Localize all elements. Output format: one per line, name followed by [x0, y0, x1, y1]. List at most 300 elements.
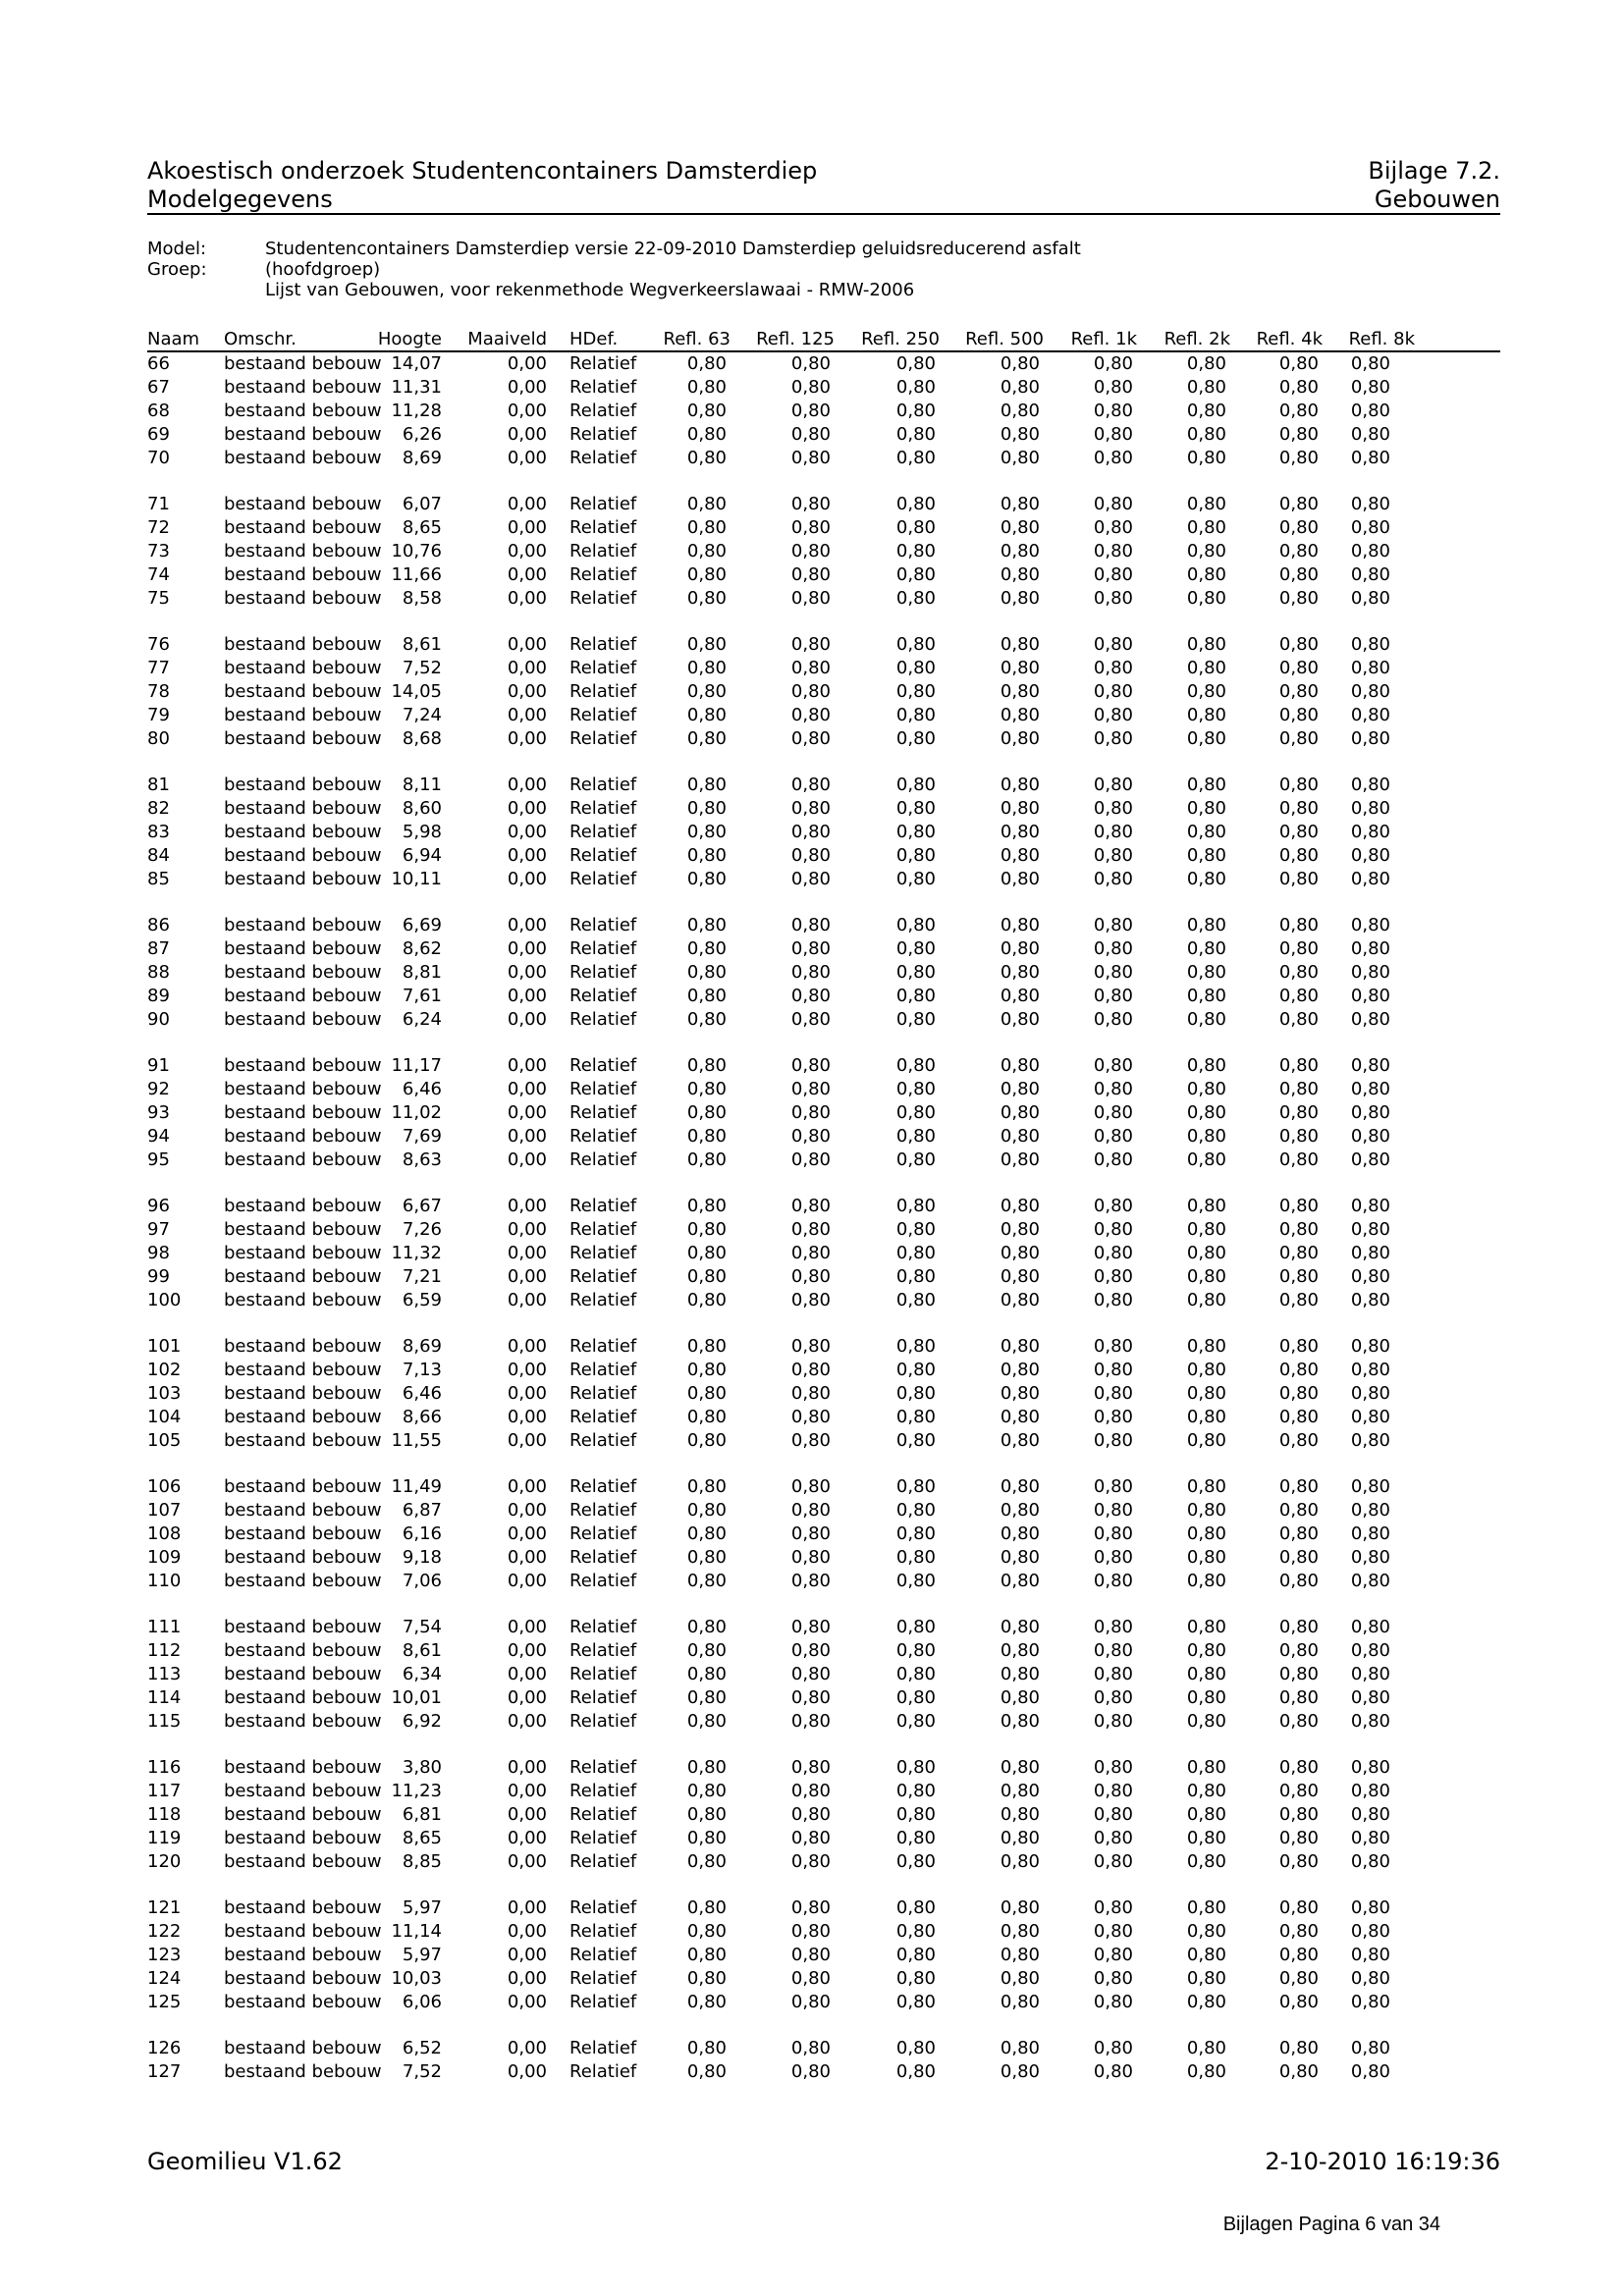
refl-2k-cell: 0,80 [1186, 938, 1226, 959]
column-header-naam: Naam [147, 329, 200, 349]
refl-1k-cell: 0,80 [1093, 1781, 1133, 1801]
refl-4k-cell: 0,80 [1278, 681, 1319, 702]
group-label: Groep: [147, 259, 207, 280]
hoogte-cell: 8,85 [402, 1851, 442, 1872]
refl-125-cell: 0,80 [790, 774, 831, 795]
refl-4k-cell: 0,80 [1278, 1897, 1319, 1918]
omschr-cell: bestaand bebouw [224, 1383, 382, 1404]
hdef-cell: Relatief [569, 400, 637, 421]
refl-63-cell: 0,80 [686, 1383, 727, 1404]
naam-cell: 66 [147, 353, 170, 374]
naam-cell: 74 [147, 564, 170, 585]
refl-4k-cell: 0,80 [1278, 1851, 1319, 1872]
refl-4k-cell: 0,80 [1278, 1992, 1319, 2012]
refl-500-cell: 0,80 [1000, 400, 1040, 421]
refl-2k-cell: 0,80 [1186, 1523, 1226, 1544]
column-header-hoogte: Hoogte [377, 329, 442, 349]
refl-500-cell: 0,80 [1000, 1897, 1040, 1918]
naam-cell: 114 [147, 1687, 182, 1708]
table-row [147, 1054, 1500, 1078]
naam-cell: 108 [147, 1523, 182, 1544]
refl-125-cell: 0,80 [790, 1781, 831, 1801]
table-row [147, 868, 1500, 891]
refl-500-cell: 0,80 [1000, 845, 1040, 866]
refl-500-cell: 0,80 [1000, 1055, 1040, 1076]
refl-8k-cell: 0,80 [1350, 1804, 1390, 1825]
document-subtitle: Modelgegevens [147, 186, 333, 213]
refl-63-cell: 0,80 [686, 634, 727, 655]
hoogte-cell: 6,59 [402, 1290, 442, 1310]
refl-8k-cell: 0,80 [1350, 1547, 1390, 1568]
hoogte-cell: 8,62 [402, 938, 442, 959]
table-row [147, 1896, 1500, 1920]
refl-63-cell: 0,80 [686, 1897, 727, 1918]
refl-500-cell: 0,80 [1000, 1407, 1040, 1427]
refl-8k-cell: 0,80 [1350, 1243, 1390, 1263]
refl-1k-cell: 0,80 [1093, 1290, 1133, 1310]
hdef-cell: Relatief [569, 541, 637, 561]
hdef-cell: Relatief [569, 1523, 637, 1544]
refl-250-cell: 0,80 [895, 1757, 936, 1778]
refl-2k-cell: 0,80 [1186, 1360, 1226, 1380]
refl-125-cell: 0,80 [790, 1523, 831, 1544]
table-row [147, 1335, 1500, 1359]
omschr-cell: bestaand bebouw [224, 1290, 382, 1310]
refl-1k-cell: 0,80 [1093, 1383, 1133, 1404]
buildings-table [147, 329, 1500, 2084]
refl-4k-cell: 0,80 [1278, 1196, 1319, 1216]
refl-2k-cell: 0,80 [1186, 1336, 1226, 1357]
hdef-cell: Relatief [569, 1640, 637, 1661]
hoogte-cell: 7,06 [402, 1571, 442, 1591]
refl-125-cell: 0,80 [790, 1664, 831, 1684]
hoogte-cell: 6,24 [402, 1009, 442, 1030]
column-header-refl-500: Refl. 500 [965, 329, 1044, 349]
model-label: Model: [147, 239, 207, 259]
hdef-cell: Relatief [569, 1781, 637, 1801]
refl-500-cell: 0,80 [1000, 1219, 1040, 1240]
refl-125-cell: 0,80 [790, 658, 831, 678]
hoogte-cell: 3,80 [402, 1757, 442, 1778]
maaiveld-cell: 0,00 [507, 1687, 547, 1708]
omschr-cell: bestaand bebouw [224, 1149, 382, 1170]
naam-cell: 105 [147, 1430, 182, 1451]
maaiveld-cell: 0,00 [507, 1640, 547, 1661]
refl-4k-cell: 0,80 [1278, 1102, 1319, 1123]
refl-250-cell: 0,80 [895, 1851, 936, 1872]
refl-4k-cell: 0,80 [1278, 517, 1319, 538]
refl-1k-cell: 0,80 [1093, 1617, 1133, 1637]
model-value: Studentencontainers Damsterdiep versie 22-09-2010 Damsterdiep geluidsreducerend asfalt [265, 239, 1081, 259]
omschr-cell: bestaand bebouw [224, 1079, 382, 1099]
refl-4k-cell: 0,80 [1278, 1055, 1319, 1076]
refl-4k-cell: 0,80 [1278, 494, 1319, 514]
refl-4k-cell: 0,80 [1278, 1571, 1319, 1591]
naam-cell: 104 [147, 1407, 182, 1427]
maaiveld-cell: 0,00 [507, 1079, 547, 1099]
naam-cell: 118 [147, 1804, 182, 1825]
hdef-cell: Relatief [569, 1243, 637, 1263]
table-row [147, 1663, 1500, 1686]
refl-500-cell: 0,80 [1000, 1664, 1040, 1684]
refl-63-cell: 0,80 [686, 1360, 727, 1380]
hoogte-cell: 6,46 [402, 1079, 442, 1099]
maaiveld-cell: 0,00 [507, 1290, 547, 1310]
maaiveld-cell: 0,00 [507, 658, 547, 678]
refl-63-cell: 0,80 [686, 1523, 727, 1544]
naam-cell: 123 [147, 1945, 182, 1965]
refl-4k-cell: 0,80 [1278, 588, 1319, 609]
table-row [147, 1944, 1500, 1967]
omschr-cell: bestaand bebouw [224, 798, 382, 819]
table-row [147, 587, 1500, 611]
refl-1k-cell: 0,80 [1093, 1547, 1133, 1568]
refl-250-cell: 0,80 [895, 845, 936, 866]
refl-63-cell: 0,80 [686, 1266, 727, 1287]
refl-8k-cell: 0,80 [1350, 1992, 1390, 2012]
refl-1k-cell: 0,80 [1093, 2038, 1133, 2058]
naam-cell: 81 [147, 774, 170, 795]
naam-cell: 98 [147, 1243, 170, 1263]
hoogte-cell: 11,31 [391, 377, 442, 398]
hdef-cell: Relatief [569, 915, 637, 935]
refl-2k-cell: 0,80 [1186, 1664, 1226, 1684]
omschr-cell: bestaand bebouw [224, 1757, 382, 1778]
hdef-cell: Relatief [569, 1664, 637, 1684]
refl-2k-cell: 0,80 [1186, 1687, 1226, 1708]
refl-125-cell: 0,80 [790, 681, 831, 702]
hoogte-cell: 7,69 [402, 1126, 442, 1147]
refl-8k-cell: 0,80 [1350, 1055, 1390, 1076]
refl-8k-cell: 0,80 [1350, 541, 1390, 561]
hoogte-cell: 8,81 [402, 962, 442, 983]
refl-500-cell: 0,80 [1000, 681, 1040, 702]
refl-4k-cell: 0,80 [1278, 1266, 1319, 1287]
refl-1k-cell: 0,80 [1093, 774, 1133, 795]
refl-63-cell: 0,80 [686, 681, 727, 702]
refl-1k-cell: 0,80 [1093, 1079, 1133, 1099]
omschr-cell: bestaand bebouw [224, 986, 382, 1006]
omschr-cell: bestaand bebouw [224, 774, 382, 795]
table-row [147, 961, 1500, 985]
naam-cell: 80 [147, 728, 170, 749]
refl-4k-cell: 0,80 [1278, 1757, 1319, 1778]
refl-125-cell: 0,80 [790, 494, 831, 514]
hoogte-cell: 8,66 [402, 1407, 442, 1427]
refl-2k-cell: 0,80 [1186, 564, 1226, 585]
refl-250-cell: 0,80 [895, 1687, 936, 1708]
refl-8k-cell: 0,80 [1350, 1851, 1390, 1872]
hoogte-cell: 5,97 [402, 1897, 442, 1918]
refl-8k-cell: 0,80 [1350, 1126, 1390, 1147]
omschr-cell: bestaand bebouw [224, 728, 382, 749]
refl-8k-cell: 0,80 [1350, 1430, 1390, 1451]
maaiveld-cell: 0,00 [507, 2061, 547, 2082]
naam-cell: 126 [147, 2038, 182, 2058]
refl-2k-cell: 0,80 [1186, 869, 1226, 889]
refl-63-cell: 0,80 [686, 541, 727, 561]
refl-500-cell: 0,80 [1000, 1266, 1040, 1287]
refl-1k-cell: 0,80 [1093, 1243, 1133, 1263]
column-header-maaiveld: Maaiveld [467, 329, 547, 349]
maaiveld-cell: 0,00 [507, 1500, 547, 1521]
maaiveld-cell: 0,00 [507, 1851, 547, 1872]
hoogte-cell: 6,67 [402, 1196, 442, 1216]
refl-8k-cell: 0,80 [1350, 1266, 1390, 1287]
hoogte-cell: 11,28 [391, 400, 442, 421]
refl-4k-cell: 0,80 [1278, 1009, 1319, 1030]
refl-125-cell: 0,80 [790, 1336, 831, 1357]
refl-63-cell: 0,80 [686, 1851, 727, 1872]
refl-500-cell: 0,80 [1000, 1781, 1040, 1801]
naam-cell: 73 [147, 541, 170, 561]
table-row [147, 1803, 1500, 1827]
omschr-cell: bestaand bebouw [224, 517, 382, 538]
column-header-refl-8k: Refl. 8k [1348, 329, 1415, 349]
refl-1k-cell: 0,80 [1093, 1196, 1133, 1216]
hdef-cell: Relatief [569, 1828, 637, 1848]
omschr-cell: bestaand bebouw [224, 1664, 382, 1684]
hoogte-cell: 11,32 [391, 1243, 442, 1263]
refl-250-cell: 0,80 [895, 1945, 936, 1965]
refl-4k-cell: 0,80 [1278, 1126, 1319, 1147]
refl-250-cell: 0,80 [895, 1290, 936, 1310]
refl-8k-cell: 0,80 [1350, 494, 1390, 514]
table-row [147, 914, 1500, 937]
refl-2k-cell: 0,80 [1186, 1711, 1226, 1732]
naam-cell: 77 [147, 658, 170, 678]
refl-250-cell: 0,80 [895, 1383, 936, 1404]
refl-500-cell: 0,80 [1000, 1079, 1040, 1099]
hdef-cell: Relatief [569, 1547, 637, 1568]
refl-250-cell: 0,80 [895, 541, 936, 561]
maaiveld-cell: 0,00 [507, 681, 547, 702]
refl-2k-cell: 0,80 [1186, 1290, 1226, 1310]
refl-1k-cell: 0,80 [1093, 1897, 1133, 1918]
table-row [147, 376, 1500, 400]
naam-cell: 110 [147, 1571, 182, 1591]
table-row [147, 1406, 1500, 1429]
refl-4k-cell: 0,80 [1278, 564, 1319, 585]
refl-250-cell: 0,80 [895, 1126, 936, 1147]
refl-2k-cell: 0,80 [1186, 822, 1226, 842]
refl-250-cell: 0,80 [895, 377, 936, 398]
refl-125-cell: 0,80 [790, 353, 831, 374]
refl-63-cell: 0,80 [686, 1804, 727, 1825]
refl-500-cell: 0,80 [1000, 588, 1040, 609]
hdef-cell: Relatief [569, 822, 637, 842]
refl-63-cell: 0,80 [686, 1664, 727, 1684]
naam-cell: 76 [147, 634, 170, 655]
refl-125-cell: 0,80 [790, 588, 831, 609]
refl-1k-cell: 0,80 [1093, 541, 1133, 561]
maaiveld-cell: 0,00 [507, 1102, 547, 1123]
refl-500-cell: 0,80 [1000, 1547, 1040, 1568]
refl-2k-cell: 0,80 [1186, 1897, 1226, 1918]
hoogte-cell: 5,97 [402, 1945, 442, 1965]
naam-cell: 111 [147, 1617, 182, 1637]
appendix-number: Bijlage 7.2. [1368, 157, 1500, 185]
refl-1k-cell: 0,80 [1093, 1664, 1133, 1684]
refl-125-cell: 0,80 [790, 541, 831, 561]
refl-125-cell: 0,80 [790, 1757, 831, 1778]
refl-2k-cell: 0,80 [1186, 681, 1226, 702]
hdef-cell: Relatief [569, 1266, 637, 1287]
refl-250-cell: 0,80 [895, 353, 936, 374]
naam-cell: 102 [147, 1360, 182, 1380]
refl-4k-cell: 0,80 [1278, 1407, 1319, 1427]
refl-4k-cell: 0,80 [1278, 1149, 1319, 1170]
refl-4k-cell: 0,80 [1278, 424, 1319, 445]
refl-1k-cell: 0,80 [1093, 1711, 1133, 1732]
table-row [147, 1008, 1500, 1032]
refl-125-cell: 0,80 [790, 2061, 831, 2082]
table-row [147, 1382, 1500, 1406]
refl-250-cell: 0,80 [895, 1828, 936, 1848]
hoogte-cell: 6,26 [402, 424, 442, 445]
hdef-cell: Relatief [569, 1407, 637, 1427]
refl-4k-cell: 0,80 [1278, 1243, 1319, 1263]
maaiveld-cell: 0,00 [507, 1523, 547, 1544]
refl-1k-cell: 0,80 [1093, 986, 1133, 1006]
maaiveld-cell: 0,00 [507, 1476, 547, 1497]
refl-8k-cell: 0,80 [1350, 517, 1390, 538]
omschr-cell: bestaand bebouw [224, 1711, 382, 1732]
maaiveld-cell: 0,00 [507, 822, 547, 842]
refl-4k-cell: 0,80 [1278, 448, 1319, 468]
refl-4k-cell: 0,80 [1278, 798, 1319, 819]
refl-250-cell: 0,80 [895, 1781, 936, 1801]
refl-63-cell: 0,80 [686, 1992, 727, 2012]
hdef-cell: Relatief [569, 1992, 637, 2012]
omschr-cell: bestaand bebouw [224, 1547, 382, 1568]
refl-250-cell: 0,80 [895, 1617, 936, 1637]
hdef-cell: Relatief [569, 1617, 637, 1637]
refl-8k-cell: 0,80 [1350, 1336, 1390, 1357]
refl-125-cell: 0,80 [790, 377, 831, 398]
hdef-cell: Relatief [569, 1430, 637, 1451]
refl-1k-cell: 0,80 [1093, 1757, 1133, 1778]
hdef-cell: Relatief [569, 377, 637, 398]
maaiveld-cell: 0,00 [507, 915, 547, 935]
table-row [147, 937, 1500, 961]
refl-1k-cell: 0,80 [1093, 1430, 1133, 1451]
refl-250-cell: 0,80 [895, 1500, 936, 1521]
hoogte-cell: 11,17 [391, 1055, 442, 1076]
table-row [147, 844, 1500, 868]
omschr-cell: bestaand bebouw [224, 845, 382, 866]
table-row [147, 2037, 1500, 2060]
naam-cell: 119 [147, 1828, 182, 1848]
refl-125-cell: 0,80 [790, 705, 831, 725]
maaiveld-cell: 0,00 [507, 2038, 547, 2058]
refl-8k-cell: 0,80 [1350, 728, 1390, 749]
refl-4k-cell: 0,80 [1278, 1079, 1319, 1099]
refl-250-cell: 0,80 [895, 400, 936, 421]
refl-250-cell: 0,80 [895, 962, 936, 983]
refl-500-cell: 0,80 [1000, 986, 1040, 1006]
naam-cell: 101 [147, 1336, 182, 1357]
refl-63-cell: 0,80 [686, 517, 727, 538]
refl-8k-cell: 0,80 [1350, 1757, 1390, 1778]
refl-125-cell: 0,80 [790, 1079, 831, 1099]
refl-4k-cell: 0,80 [1278, 1360, 1319, 1380]
refl-63-cell: 0,80 [686, 1617, 727, 1637]
refl-125-cell: 0,80 [790, 1219, 831, 1240]
table-row [147, 1756, 1500, 1780]
hdef-cell: Relatief [569, 1757, 637, 1778]
naam-cell: 90 [147, 1009, 170, 1030]
refl-250-cell: 0,80 [895, 1009, 936, 1030]
refl-500-cell: 0,80 [1000, 962, 1040, 983]
refl-63-cell: 0,80 [686, 353, 727, 374]
section-name: Gebouwen [1374, 186, 1500, 213]
hdef-cell: Relatief [569, 564, 637, 585]
hdef-cell: Relatief [569, 1219, 637, 1240]
refl-63-cell: 0,80 [686, 1711, 727, 1732]
refl-63-cell: 0,80 [686, 1079, 727, 1099]
refl-2k-cell: 0,80 [1186, 1383, 1226, 1404]
refl-8k-cell: 0,80 [1350, 1383, 1390, 1404]
refl-63-cell: 0,80 [686, 869, 727, 889]
hoogte-cell: 10,03 [391, 1968, 442, 1989]
refl-4k-cell: 0,80 [1278, 1687, 1319, 1708]
refl-500-cell: 0,80 [1000, 1476, 1040, 1497]
refl-500-cell: 0,80 [1000, 1617, 1040, 1637]
refl-250-cell: 0,80 [895, 448, 936, 468]
refl-8k-cell: 0,80 [1350, 1500, 1390, 1521]
refl-4k-cell: 0,80 [1278, 705, 1319, 725]
maaiveld-cell: 0,00 [507, 1897, 547, 1918]
refl-125-cell: 0,80 [790, 986, 831, 1006]
refl-2k-cell: 0,80 [1186, 1219, 1226, 1240]
refl-1k-cell: 0,80 [1093, 634, 1133, 655]
refl-2k-cell: 0,80 [1186, 353, 1226, 374]
hdef-cell: Relatief [569, 1921, 637, 1942]
omschr-cell: bestaand bebouw [224, 1617, 382, 1637]
naam-cell: 78 [147, 681, 170, 702]
naam-cell: 107 [147, 1500, 182, 1521]
refl-8k-cell: 0,80 [1350, 681, 1390, 702]
refl-250-cell: 0,80 [895, 2061, 936, 2082]
hdef-cell: Relatief [569, 1055, 637, 1076]
naam-cell: 88 [147, 962, 170, 983]
table-header-row [147, 329, 1500, 352]
refl-125-cell: 0,80 [790, 1617, 831, 1637]
maaiveld-cell: 0,00 [507, 938, 547, 959]
hoogte-cell: 8,61 [402, 634, 442, 655]
refl-500-cell: 0,80 [1000, 798, 1040, 819]
omschr-cell: bestaand bebouw [224, 1640, 382, 1661]
refl-1k-cell: 0,80 [1093, 1571, 1133, 1591]
omschr-cell: bestaand bebouw [224, 1968, 382, 1989]
refl-8k-cell: 0,80 [1350, 1921, 1390, 1942]
hoogte-cell: 8,69 [402, 1336, 442, 1357]
refl-500-cell: 0,80 [1000, 1711, 1040, 1732]
refl-125-cell: 0,80 [790, 1897, 831, 1918]
refl-2k-cell: 0,80 [1186, 705, 1226, 725]
refl-2k-cell: 0,80 [1186, 798, 1226, 819]
table-row [147, 1475, 1500, 1499]
naam-cell: 86 [147, 915, 170, 935]
table-row [147, 704, 1500, 727]
maaiveld-cell: 0,00 [507, 517, 547, 538]
refl-63-cell: 0,80 [686, 1149, 727, 1170]
refl-2k-cell: 0,80 [1186, 517, 1226, 538]
refl-2k-cell: 0,80 [1186, 448, 1226, 468]
model-row [147, 239, 1081, 259]
hoogte-cell: 6,69 [402, 915, 442, 935]
